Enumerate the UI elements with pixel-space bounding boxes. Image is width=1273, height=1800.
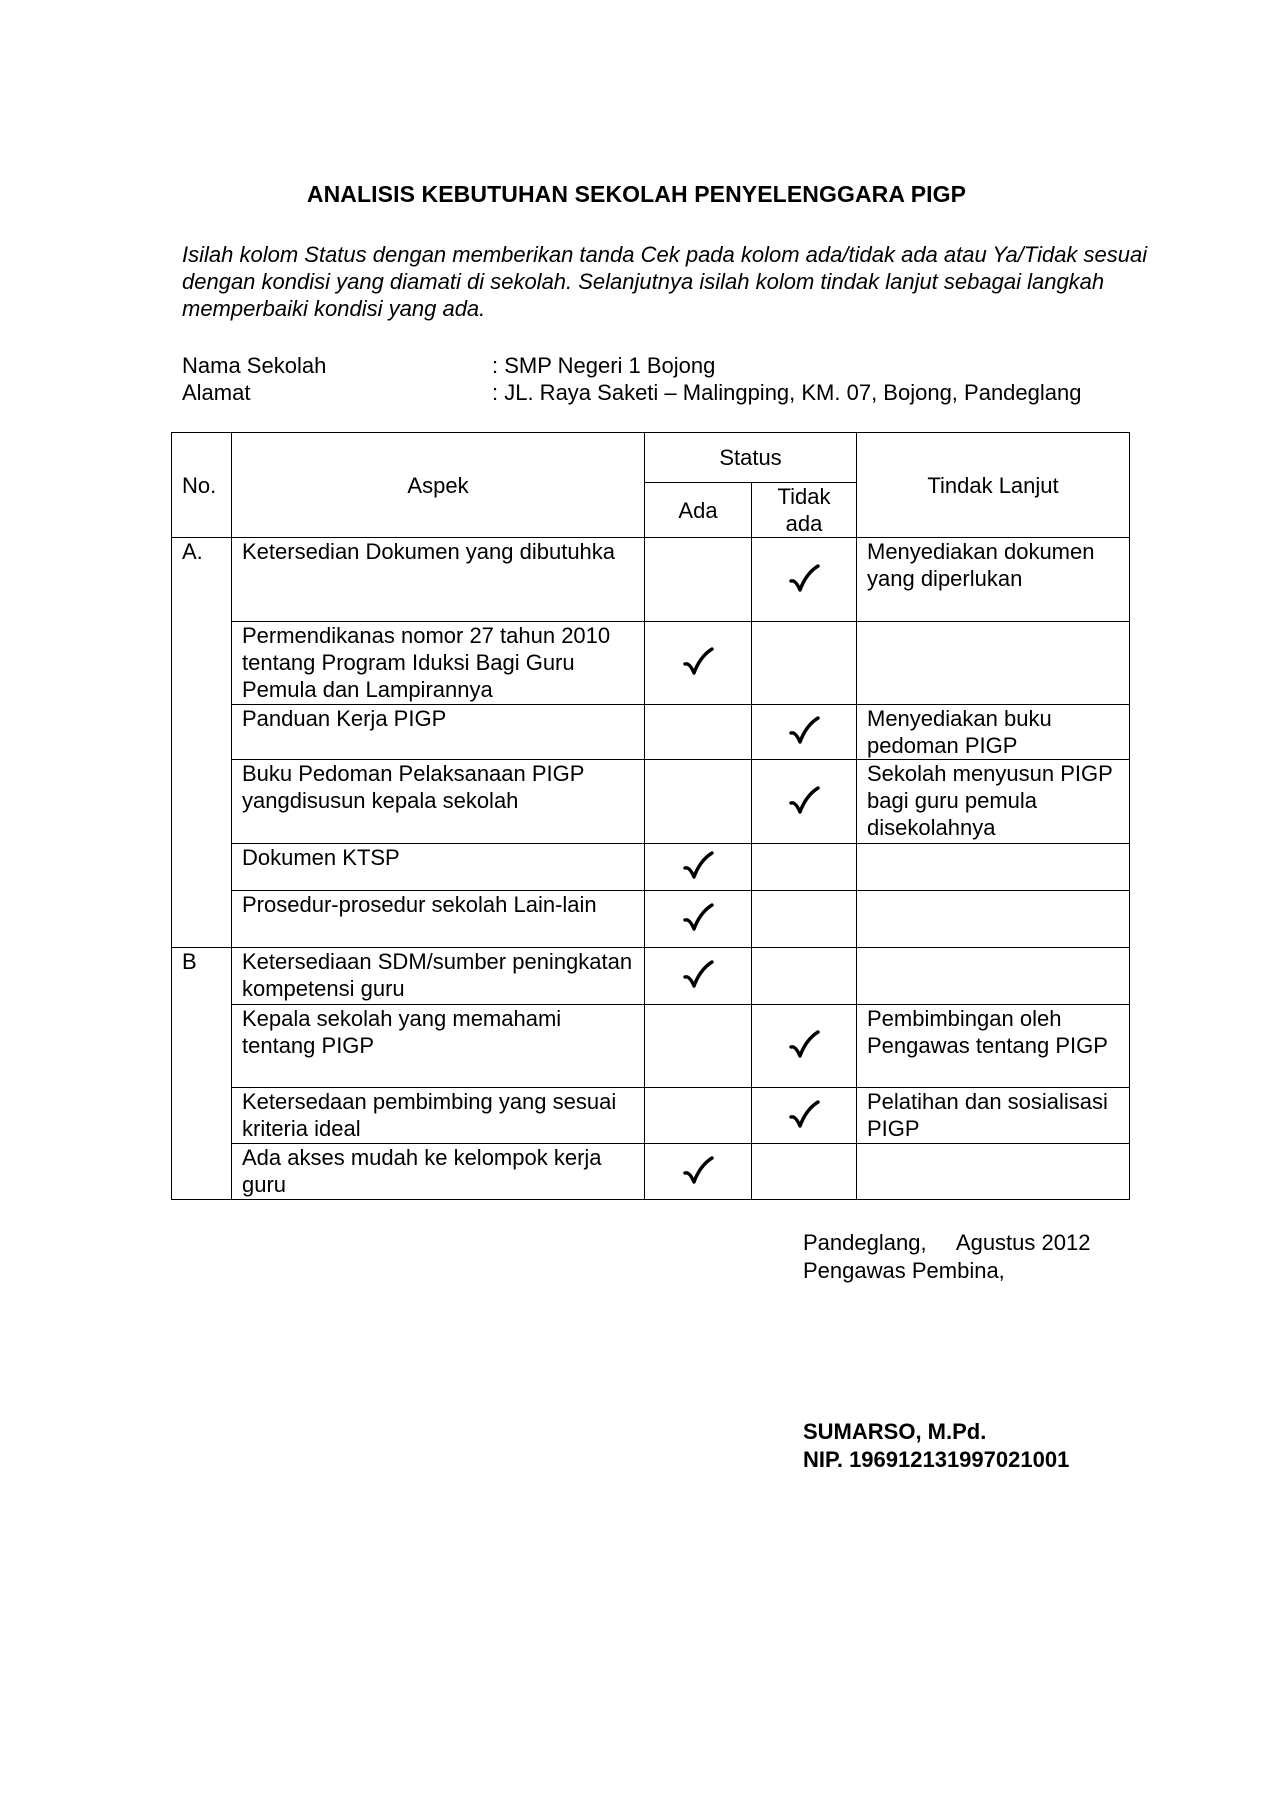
row-tindak-lanjut: Sekolah menyusun PIGP bagi guru pemula disekolahnya [857, 760, 1130, 844]
header-ada: Ada [645, 483, 752, 538]
analysis-table [171, 432, 1130, 1200]
checkmark-icon [681, 902, 715, 936]
checkmark-icon [787, 785, 821, 819]
school-name-value: : SMP Negeri 1 Bojong [492, 353, 716, 378]
row-status-ada [645, 844, 752, 891]
checkmark-icon [681, 646, 715, 680]
row-aspek: Kepala sekolah yang memahami tentang PIGP [232, 1005, 645, 1088]
row-tindak-lanjut [857, 622, 1130, 705]
table-row [172, 705, 1130, 760]
signature-place-date: Pandeglang, Agustus 2012 [803, 1230, 1091, 1255]
signature-nip: NIP. 196912131997021001 [803, 1447, 1070, 1472]
page-title: ANALISIS KEBUTUHAN SEKOLAH PENYELENGGARA PIGP [306, 181, 967, 207]
header-status: Status [645, 433, 857, 483]
row-status-ada [645, 1005, 752, 1088]
table-row [172, 760, 1130, 844]
row-status-ada [645, 948, 752, 1005]
row-status-tidak-ada [752, 1005, 857, 1088]
row-tindak-lanjut [857, 844, 1130, 891]
table-body [172, 538, 1130, 1200]
row-aspek: Permendikanas nomor 27 tahun 2010 tentang Program Iduksi Bagi Guru Pemula dan Lampirannya [232, 622, 645, 705]
row-status-ada [645, 1144, 752, 1200]
row-tindak-lanjut [857, 891, 1130, 948]
row-no [172, 705, 232, 760]
checkmark-icon [787, 1099, 821, 1133]
row-status-tidak-ada [752, 844, 857, 891]
row-tindak-lanjut [857, 948, 1130, 1005]
row-status-ada [645, 538, 752, 622]
checkmark-icon [787, 715, 821, 749]
table-row [172, 1144, 1130, 1200]
checkmark-icon [787, 563, 821, 597]
table-row [172, 538, 1130, 622]
row-status-tidak-ada [752, 948, 857, 1005]
row-status-ada [645, 622, 752, 705]
table-row [172, 891, 1130, 948]
row-status-tidak-ada [752, 1088, 857, 1144]
row-no: B [172, 948, 232, 1005]
table-row [172, 844, 1130, 891]
instructions-text: Isilah kolom Status dengan memberikan tanda Cek pada kolom ada/tidak ada atau Ya/Tidak sesuai dengan kondisi yang diamati di sekolah. Selanjutnya isilah kolom tindak lanjut sebagai langkah memperbaiki kondisi yang ada. [182, 242, 1148, 321]
row-status-ada [645, 1088, 752, 1144]
row-status-tidak-ada [752, 891, 857, 948]
row-aspek: Prosedur-prosedur sekolah Lain-lain [232, 891, 645, 948]
row-aspek: Buku Pedoman Pelaksanaan PIGP yangdisusun kepala sekolah [232, 760, 645, 844]
header-aspek: Aspek [232, 433, 645, 538]
header-no: No. [172, 433, 232, 538]
row-status-ada [645, 705, 752, 760]
row-tindak-lanjut: Menyediakan dokumen yang diperlukan [857, 538, 1130, 622]
row-aspek: Panduan Kerja PIGP [232, 705, 645, 760]
table-row [172, 948, 1130, 1005]
checkmark-icon [787, 1029, 821, 1063]
row-aspek: Ketersedian Dokumen yang dibutuhka [232, 538, 645, 622]
row-status-tidak-ada [752, 538, 857, 622]
row-no [172, 760, 232, 844]
header-tindak-lanjut: Tindak Lanjut [857, 433, 1130, 538]
row-no [172, 622, 232, 705]
row-tindak-lanjut: Menyediakan buku pedoman PIGP [857, 705, 1130, 760]
row-no: A. [172, 538, 232, 622]
row-no [172, 1144, 232, 1200]
row-tindak-lanjut: Pembimbingan oleh Pengawas tentang PIGP [857, 1005, 1130, 1088]
row-status-tidak-ada [752, 705, 857, 760]
row-status-tidak-ada [752, 622, 857, 705]
header-tidak-ada: Tidak ada [752, 483, 857, 538]
row-no [172, 1005, 232, 1088]
table-row [172, 1005, 1130, 1088]
school-address-label: Alamat [182, 380, 251, 405]
row-aspek: Ada akses mudah ke kelompok kerja guru [232, 1144, 645, 1200]
row-no [172, 891, 232, 948]
signature-name: SUMARSO, M.Pd. [803, 1419, 987, 1444]
signature-role: Pengawas Pembina, [803, 1258, 1005, 1283]
row-tindak-lanjut: Pelatihan dan sosialisasi PIGP [857, 1088, 1130, 1144]
row-no [172, 1088, 232, 1144]
row-aspek: Dokumen KTSP [232, 844, 645, 891]
row-status-tidak-ada [752, 760, 857, 844]
school-name-label: Nama Sekolah [182, 353, 327, 378]
row-tindak-lanjut [857, 1144, 1130, 1200]
row-status-ada [645, 760, 752, 844]
school-address-value: : JL. Raya Saketi – Malingping, KM. 07, Bojong, Pandeglang [492, 380, 1082, 405]
row-aspek: Ketersedaan pembimbing yang sesuai kriteria ideal [232, 1088, 645, 1144]
checkmark-icon [681, 959, 715, 993]
checkmark-icon [681, 1155, 715, 1189]
table-row [172, 622, 1130, 705]
table-row [172, 1088, 1130, 1144]
checkmark-icon [681, 850, 715, 884]
row-no [172, 844, 232, 891]
row-status-tidak-ada [752, 1144, 857, 1200]
row-status-ada [645, 891, 752, 948]
row-aspek: Ketersediaan SDM/sumber peningkatan kompetensi guru [232, 948, 645, 1005]
